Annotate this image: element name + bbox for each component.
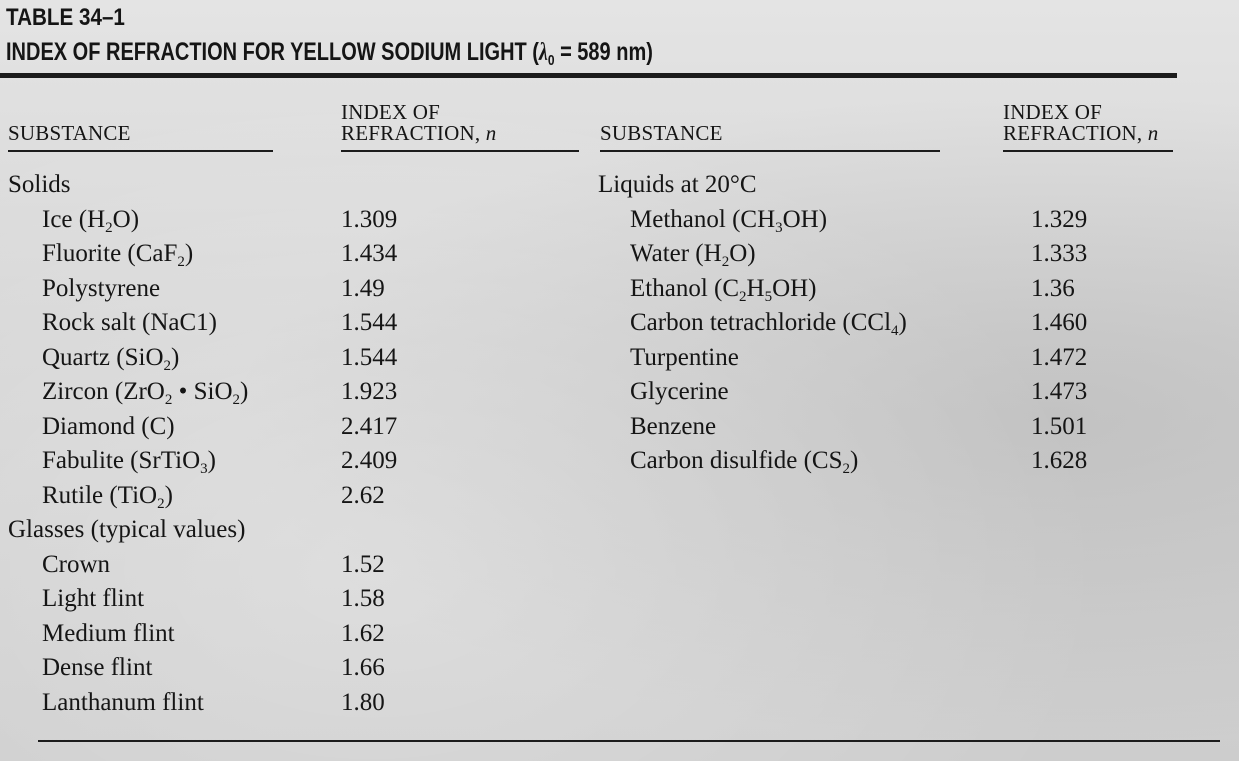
lambda-subscript: 0 [547,52,555,69]
left-index-value: 1.544 [341,309,398,336]
right-index-value: 1.473 [1031,378,1088,405]
left-substance-name: Zircon (ZrO$_2$ • SiO$_2$) [42,378,249,408]
left-substance-name: Fabulite (SrTiO$_3$) [42,447,216,477]
right-group-label: Liquids at 20°C [598,171,757,198]
table-title [6,38,653,67]
left-index-value: 2.409 [341,447,398,474]
left-substance-name: Rutile (TiO$_2$) [42,481,173,512]
left-group-label: Solids [8,171,71,198]
left-index-value: 1.80 [341,688,385,716]
right-index-value: 1.628 [1031,447,1088,474]
right-index-header-symbol: n [1147,121,1159,145]
left-substance-header: SUBSTANCE [8,121,131,145]
lambda-symbol: λ [538,39,548,66]
right-substance-name: Carbon disulfide $(CS_2)$ [630,447,859,477]
left-index-value: 1.62 [341,619,385,647]
right-index-header-line1: INDEX OF [1003,100,1103,124]
left-index-header-line1: INDEX OF [341,100,441,124]
left-index-header-symbol: n [485,121,497,145]
left-index-value: 2.417 [341,412,398,440]
left-substance-name: Medium flint [42,619,175,647]
right-index-header-line2 [1003,123,1158,144]
left-substance-header-rule [8,150,273,152]
left-index-value: 1.923 [341,378,398,405]
left-group-label: Glasses (typical values) [8,516,246,543]
left-substance-name: Crown [42,550,111,578]
left-substance-name: Fluorite (CaF$_2$) [42,240,194,270]
right-substance-name: Methanol $(CH_3OH)$ [630,205,828,236]
left-index-value: 2.62 [341,481,385,509]
left-substance-name: Rock salt (NaC1) [42,309,217,336]
table-number: TABLE 34–1 [6,4,125,31]
left-substance-name: Ice $(H_2O)$ [42,205,140,236]
left-index-header-rule [341,150,579,152]
left-substance-name: Diamond (C) [42,412,175,440]
right-index-value: 1.460 [1031,309,1088,336]
right-substance-name: Benzene [630,412,717,440]
right-index-header [1003,102,1158,144]
right-substance-header: SUBSTANCE [600,121,723,145]
left-index-value: 1.434 [341,240,398,267]
right-index-header-label: REFRACTION, [1003,121,1148,145]
left-index-value: 1.58 [341,585,385,612]
right-substance-name: Carbon tetrachloride (CCl$_4$) [630,309,907,339]
right-index-header-rule [1003,150,1173,152]
right-index-value: 1.36 [1031,274,1075,302]
right-substance-name: Turpentine [630,343,739,371]
left-index-value: 1.544 [341,343,398,371]
left-index-header [341,102,496,144]
title-rule [0,73,1177,78]
right-substance-name: Glycerine [630,378,729,405]
left-substance-name: Lanthanum flint [42,688,204,716]
left-index-header-label: REFRACTION, [341,121,486,145]
left-index-value: 1.49 [341,274,385,302]
right-index-value: 1.329 [1031,205,1088,233]
left-substance-name: Quartz (SiO$_2$) [42,343,180,374]
right-index-value: 1.333 [1031,240,1088,267]
left-index-header-line2 [341,123,496,144]
table-title-prefix: INDEX OF REFRACTION FOR YELLOW SODIUM LIGHT ( [6,38,539,66]
left-index-value: 1.309 [341,205,398,233]
left-index-value: 1.66 [341,654,385,681]
left-substance-name: Dense flint [42,654,153,681]
right-index-value: 1.501 [1031,412,1088,440]
table-title-suffix: = 589 nm) [554,38,653,66]
table-bottom-rule [38,740,1220,742]
right-substance-header-rule [600,150,940,152]
right-substance-name: Water $(H_2O)$ [630,240,756,270]
right-index-value: 1.472 [1031,343,1088,371]
left-substance-name: Light flint [42,585,145,612]
right-substance-name: Ethanol $(C_2H_5OH)$ [630,274,817,305]
left-substance-name: Polystyrene [42,274,161,302]
left-index-value: 1.52 [341,550,385,578]
